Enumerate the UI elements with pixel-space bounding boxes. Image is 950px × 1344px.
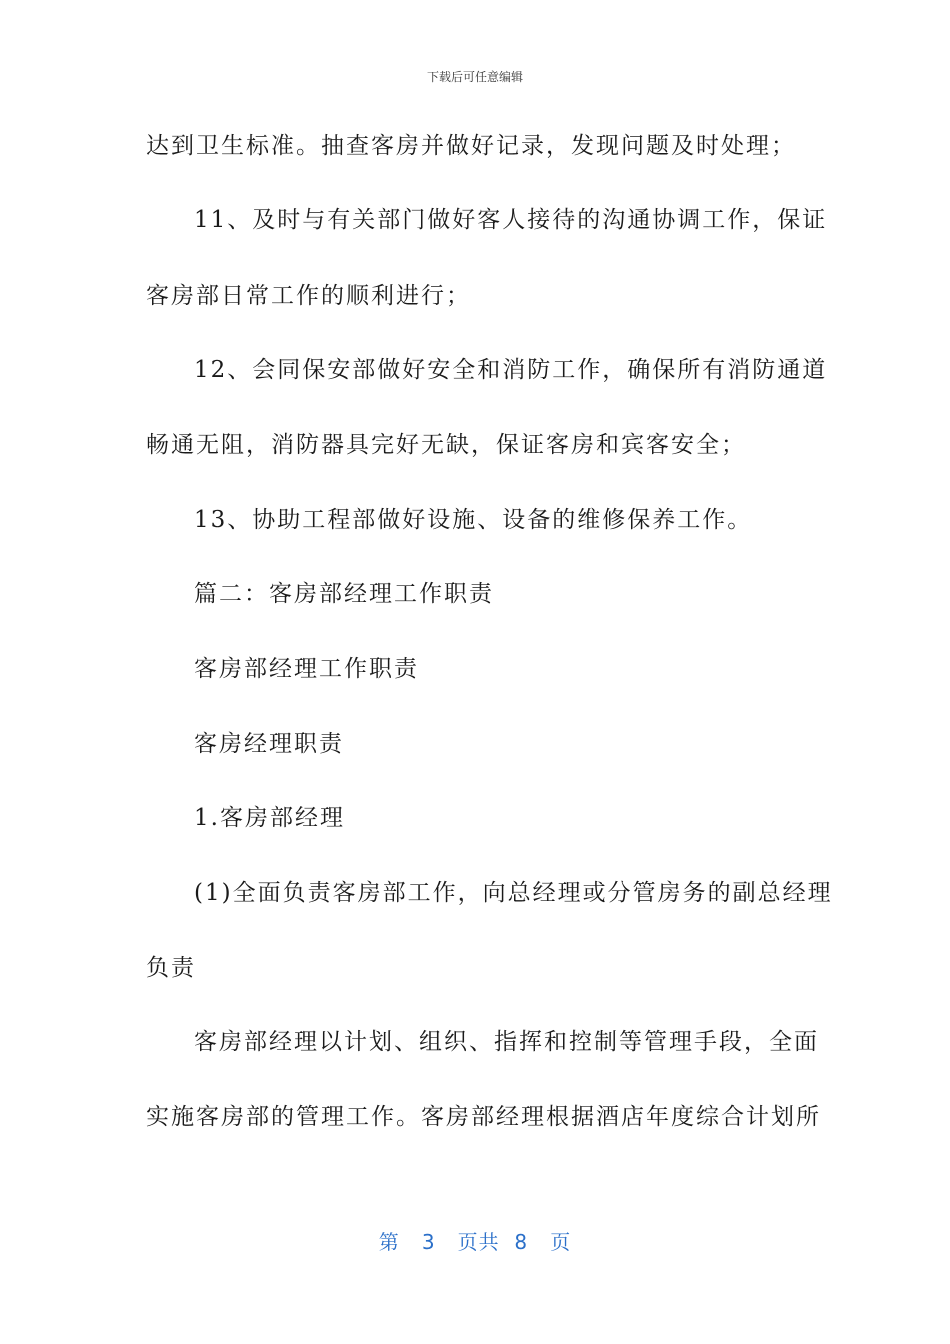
body-line: 实施客房部的管理工作。客房部经理根据酒店年度综合计划所 (146, 1104, 821, 1130)
body-line: 客房经理职责 (194, 731, 344, 757)
body-line: (1)全面负责客房部工作，向总经理或分管房务的副总经理 (194, 880, 833, 906)
body-line: 1.客房部经理 (194, 805, 345, 831)
current-page-number: 3 (421, 1230, 436, 1254)
total-pages-number: 8 (514, 1230, 529, 1254)
header-note: 下载后可任意编辑 (426, 70, 523, 84)
page-label-mid: 页共 (457, 1230, 500, 1254)
body-line: 13、协助工程部做好设施、设备的维修保养工作。 (194, 507, 753, 533)
body-line: 客房部经理工作职责 (194, 656, 419, 682)
body-line: 12、会同保安部做好安全和消防工作，确保所有消防通道 (194, 357, 828, 383)
body-line: 客房部日常工作的顺利进行； (146, 283, 471, 309)
body-line: 达到卫生标准。抽查客房并做好记录，发现问题及时处理； (146, 133, 796, 159)
body-line: 客房部经理以计划、组织、指挥和控制等管理手段，全面 (194, 1029, 819, 1055)
body-line: 负责 (146, 955, 196, 981)
body-line: 畅通无阻，消防器具完好无缺，保证客房和宾客安全； (146, 432, 746, 458)
body-line: 11、及时与有关部门做好客人接待的沟通协调工作，保证 (194, 207, 828, 233)
section-heading: 篇二：客房部经理工作职责 (194, 581, 494, 607)
page-footer (0, 1226, 950, 1255)
page-label-prefix: 第 (378, 1230, 400, 1254)
page-label-suffix: 页 (550, 1230, 572, 1254)
